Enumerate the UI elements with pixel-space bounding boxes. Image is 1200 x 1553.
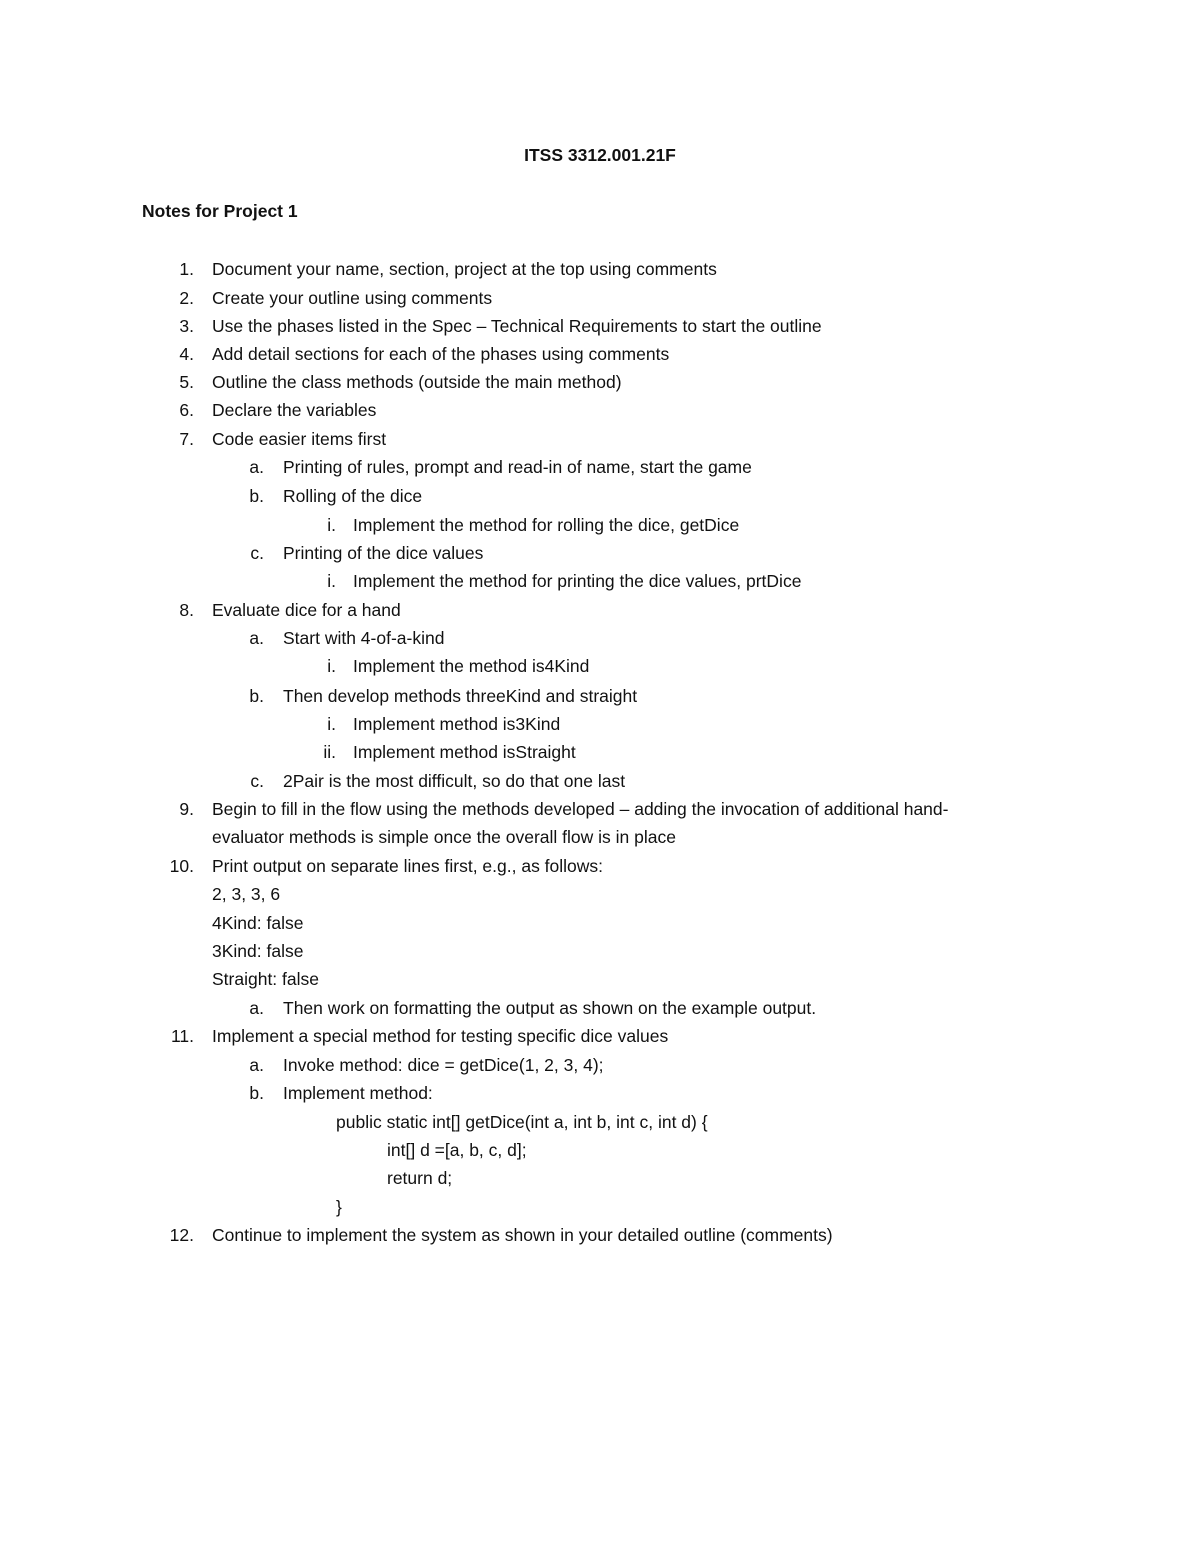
list-number: 5. [179, 372, 194, 392]
list-text: Printing of the dice values [283, 543, 484, 563]
list-text: Implement method is3Kind [353, 714, 561, 734]
list-text: Implement the method is4Kind [353, 656, 590, 676]
list-number: 7. [179, 429, 194, 449]
list-text: Add detail sections for each of the phases using comments [212, 344, 670, 364]
list-number: 10. [169, 856, 194, 876]
list-number: ii. [323, 742, 336, 762]
list-number: a. [249, 998, 264, 1018]
list-number: a. [249, 457, 264, 477]
list-text: Then work on formatting the output as shown on the example output. [283, 998, 817, 1018]
list-number: i. [327, 571, 336, 591]
list-number: b. [249, 486, 264, 506]
list-number: 12. [169, 1225, 194, 1245]
list-text: Implement the method for printing the dice values, prtDice [353, 571, 802, 591]
list-number: i. [327, 656, 336, 676]
list-number: b. [249, 686, 264, 706]
list-number: 6. [179, 400, 194, 420]
list-number: a. [249, 1055, 264, 1075]
output-text: 3Kind: false [212, 941, 304, 961]
list-text: Implement the method for rolling the dice, getDice [353, 515, 740, 535]
list-text: Rolling of the dice [283, 486, 423, 506]
list-number: 11. [170, 1026, 194, 1046]
list-text: Begin to fill in the flow using the methods developed – adding the invocation of additional hand- [212, 799, 949, 819]
list-number: a. [249, 628, 264, 648]
list-text: Continue to implement the system as shown in your detailed outline (comments) [212, 1225, 833, 1245]
list-number: i. [327, 515, 336, 535]
list-number: 8. [179, 600, 194, 620]
document-subtitle: Notes for Project 1 [142, 201, 298, 221]
list-text: Use the phases listed in the Spec – Technical Requirements to start the outline [212, 316, 822, 336]
list-text: Implement method: [283, 1083, 433, 1103]
list-number: 4. [179, 344, 194, 364]
list-text: Then develop methods threeKind and straight [283, 686, 638, 706]
list-text: Document your name, section, project at the top using comments [212, 259, 717, 279]
list-number: c. [250, 543, 264, 563]
list-number: 2. [179, 288, 194, 308]
list-number: 1. [179, 259, 194, 279]
list-text: Code easier items first [212, 429, 387, 449]
code-text: int[] d =[a, b, c, d]; [387, 1140, 527, 1160]
list-text: Start with 4-of-a-kind [283, 628, 445, 648]
output-text: 2, 3, 3, 6 [212, 884, 281, 904]
list-text: Invoke method: dice = getDice(1, 2, 3, 4); [283, 1055, 604, 1075]
code-text: } [336, 1197, 342, 1217]
list-text: Print output on separate lines first, e.g., as follows: [212, 856, 604, 876]
output-text: Straight: false [212, 969, 319, 989]
list-text: Evaluate dice for a hand [212, 600, 401, 620]
list-text: Declare the variables [212, 400, 377, 420]
list-text: Create your outline using comments [212, 288, 493, 308]
output-text: 4Kind: false [212, 913, 304, 933]
code-text: public static int[] getDice(int a, int b, int c, int d) { [336, 1112, 708, 1132]
list-text: Outline the class methods (outside the main method) [212, 372, 622, 392]
list-number: i. [327, 714, 336, 734]
list-number: b. [249, 1083, 264, 1103]
list-number: 9. [179, 799, 194, 819]
list-text: 2Pair is the most difficult, so do that one last [283, 771, 626, 791]
list-number: 3. [179, 316, 194, 336]
list-text: Implement method isStraight [353, 742, 576, 762]
code-text: return d; [387, 1168, 453, 1188]
list-text: Implement a special method for testing specific dice values [212, 1026, 669, 1046]
list-text: evaluator methods is simple once the overall flow is in place [212, 827, 676, 847]
list-text: Printing of rules, prompt and read-in of name, start the game [283, 457, 752, 477]
document-title: ITSS 3312.001.21F [524, 145, 676, 165]
list-number: c. [250, 771, 264, 791]
